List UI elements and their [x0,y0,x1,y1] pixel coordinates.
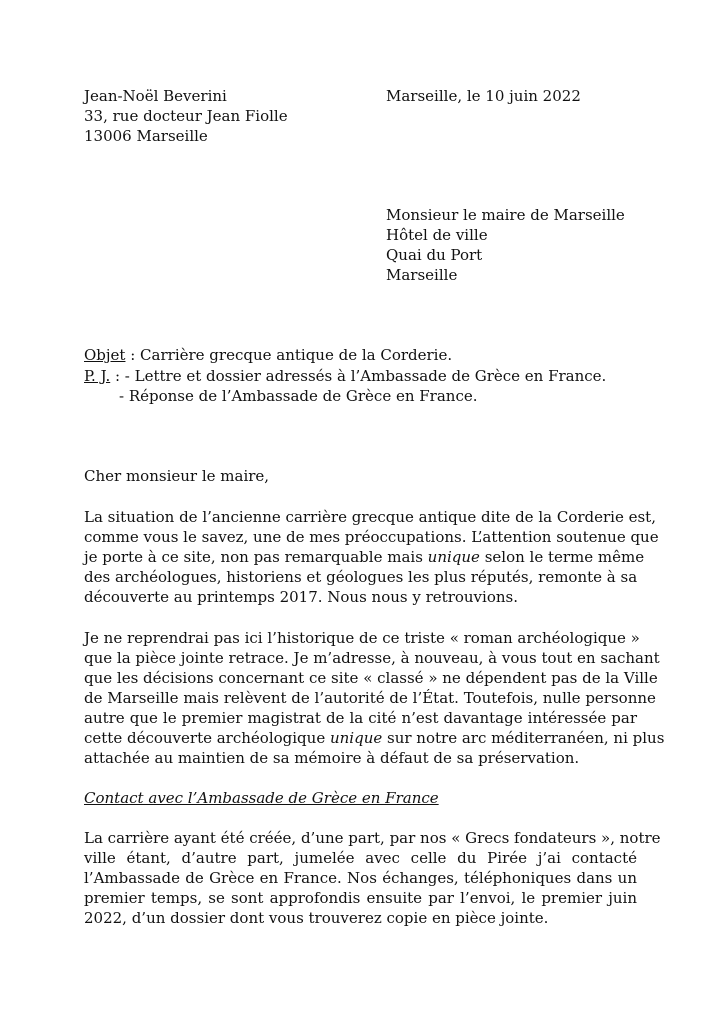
subject-label: Objet [84,346,126,364]
attachment-item: - Réponse de l’Ambassade de Grèce en France. [119,387,478,405]
recipient-line: Hôtel de ville [386,226,488,244]
paragraph-line: l’Ambassade de Grèce en France. Nos échanges, téléphoniques dans un [84,869,637,887]
paragraph-line: autre que le premier magistrat de la cité n’est davantage intéressée par [84,709,637,727]
subject-text: : Carrière grecque antique de la Corderie. [125,346,453,364]
text-run: je porte à ce site, non pas remarquable mais [84,548,428,566]
paragraph-line: des archéologues, historiens et géologues les plus réputés, remonte à sa [84,568,638,586]
paragraph-line: ville étant, d’autre part, jumelée avec celle du Pirée j’ai contacté [84,849,637,867]
paragraph [84,628,665,768]
attachments-line [84,366,606,386]
text-run: cette découverte archéologique [84,729,330,747]
paragraph-line: La carrière ayant été créée, d’une part, par nos « Grecs fondateurs », notre [84,829,661,847]
paragraph-line: attachée au maintien de sa mémoire à défaut de sa préservation. [84,749,580,767]
paragraph-line: Je ne reprendrai pas ici l’historique de ce triste « roman archéologique » [84,629,640,647]
paragraph-line: de Marseille mais relèvent de l’autorité de l’État. Toutefois, nulle personne [84,689,656,707]
recipient-line: Quai du Port [386,246,483,264]
paragraph-line: 2022, d’un dossier dont vous trouverez copie en pièce jointe. [84,909,549,927]
emphasis: unique [427,548,480,566]
paragraph-line: que la pièce jointe retrace. Je m’adresse, à nouveau, à vous tout en sachant [84,649,660,667]
attachment-item: : - Lettre et dossier adressés à l’Ambassade de Grèce en France. [110,367,607,385]
paragraph [84,507,659,607]
paragraph [84,828,661,928]
paragraph-line: comme vous le savez, une de mes préoccupations. L’attention soutenue que [84,528,659,546]
paragraph-line [84,728,665,748]
recipient-address [386,205,625,285]
salutation: Cher monsieur le maire, [84,467,270,485]
sender-street: 33, rue docteur Jean Fiolle [84,107,288,125]
paragraph-line: que les décisions concernant ce site « classé » ne dépendent pas de la Ville [84,669,658,687]
attachments-label: P. J. [84,367,111,385]
paragraph-line [84,547,645,567]
paragraph-line: découverte au printemps 2017. Nous nous y retrouvions. [84,588,518,606]
subject-line [84,345,452,365]
text-run: selon le terme même [479,548,645,566]
sender-city: 13006 Marseille [84,127,208,145]
section-heading: Contact avec l’Ambassade de Grèce en France [84,789,439,807]
paragraph-line: premier temps, se sont approfondis ensuite par l’envoi, le premier juin [84,889,637,907]
paragraph-line: La situation de l’ancienne carrière grecque antique dite de la Corderie est, [84,508,656,526]
recipient-line: Monsieur le maire de Marseille [386,206,625,224]
sender-address [84,86,288,146]
text-run: sur notre arc méditerranéen, ni plus [382,729,665,747]
recipient-line: Marseille [386,266,458,284]
sender-name: Jean-Noël Beverini [84,87,227,105]
emphasis: unique [329,729,383,747]
place-date: Marseille, le 10 juin 2022 [386,87,581,105]
